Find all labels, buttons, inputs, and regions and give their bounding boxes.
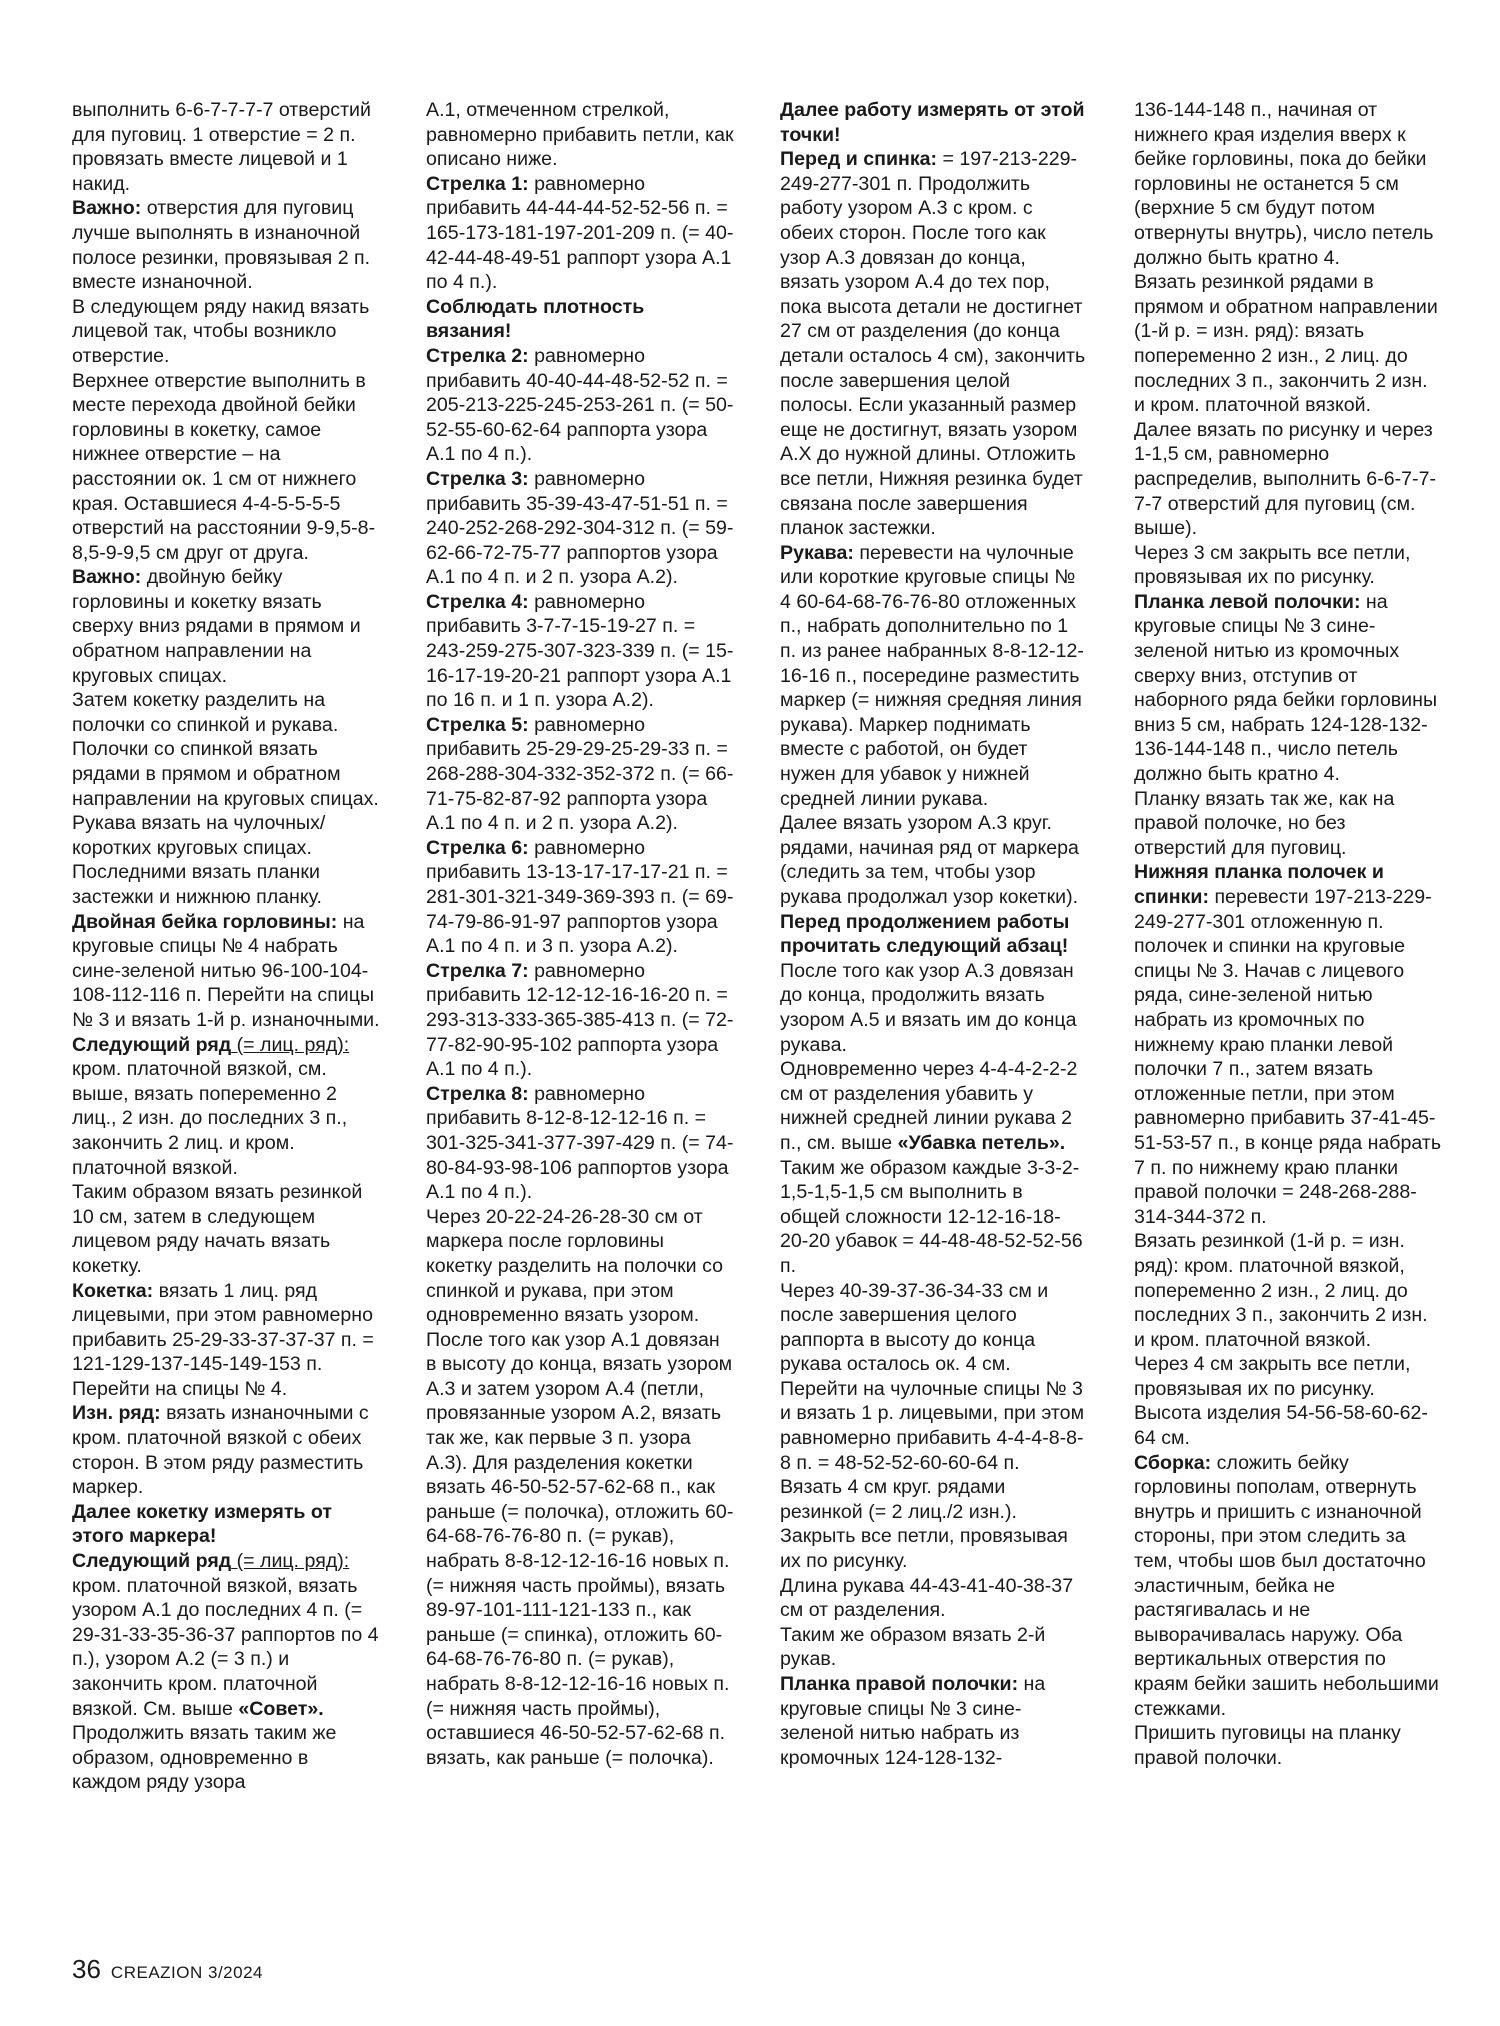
paragraph (1134, 98, 1442, 270)
bold-heading: Соблюдать плотность вязания! (426, 295, 645, 343)
bold-heading: Стрелка 8: (426, 1082, 529, 1105)
body-text: равномерно прибавить 35-39-43-47-51-51 п. = 240-252-268-292-304-312 п. (= 59-62-66-72-75-77 раппортов узора А.1 по 4 п. и 2 п. узора А.2). (426, 467, 734, 589)
paragraph (72, 196, 380, 294)
paragraph (426, 1205, 734, 1771)
body-text: равномерно прибавить 12-12-12-16-16-20 п. = 293-313-333-365-385-413 п. (= 72-77-82-90-95-102 раппорта узора А.1 по 4 п.). (426, 959, 734, 1081)
paragraph (426, 590, 734, 713)
page-number: 36 (72, 1954, 101, 1984)
paragraph (780, 1672, 1088, 1770)
column-2 (426, 98, 734, 1948)
paragraph (72, 295, 380, 369)
bold-heading: Сборка: (1134, 1451, 1212, 1474)
body-text: равномерно прибавить 13-13-17-17-17-21 п. = 281-301-321-349-369-393 п. (= 69-74-79-86-91-97 раппортов узора А.1 по 4 п. и 3 п. узора А.2). (426, 836, 734, 958)
bold-heading: Планка правой полочки: (780, 1673, 1019, 1695)
bold-heading: «Совет». (232, 1697, 324, 1720)
column-1 (72, 98, 380, 1948)
paragraph (780, 1156, 1088, 1279)
paragraph (1134, 787, 1442, 861)
body-text: Затем кокетку разделить на полочки со спинкой и рукава. (72, 689, 339, 736)
paragraph (780, 541, 1088, 812)
paragraph (780, 1279, 1088, 1476)
paragraph (426, 172, 734, 295)
body-text: Вязать 4 см круг. рядами резинкой (= 2 лиц./2 изн.). Закрыть все петли, провязывая их по рисунку. (780, 1476, 1068, 1573)
paragraph (426, 713, 734, 836)
paragraph (72, 688, 380, 737)
body-text: двойную бейку горловины и кокетку вязать сверху вниз рядами в прямом и обратном направлении на круговых спицах. (72, 566, 361, 687)
bold-heading: «Убавка петель». (892, 1131, 1066, 1154)
body-text: отверстия для пуговиц лучше выполнять в изнаночной полосе резинки, провязывая 2 п. вместе изнаночной. (72, 197, 371, 294)
paragraph (72, 1279, 380, 1377)
paragraph (780, 1623, 1088, 1672)
body-text: Планку вязать так же, как на правой полочке, но без отверстий для пуговиц. (1134, 787, 1395, 859)
body-text: на круговые спицы № 4 набрать сине-зеленой нитью 96-100-104-108-112-116 п. Перейти на спицы № 3 и вязать 1-й р. изнаночными. (72, 910, 380, 1031)
bold-heading: Изн. ряд: (72, 1402, 161, 1425)
paragraph (72, 910, 380, 1033)
body-text: = 197-213-229-249-277-301 п. Продолжить работу узором А.3 с кром. с обеих сторон. После того как узор А.3 довязан до конца, вязать узором А.4 до тех пор, пока высота детали не достигнет 27 см от разделения (до конца детали осталось 4 см), закончить после завершения целой полосы. Если указанный размер еще не достигнут, вязать узором А.Х до нужной длины. Отложить все петли, Нижняя резинка будет связана после завершения планок застежки. (780, 148, 1086, 540)
body-text: Через 20-22-24-26-28-30 см от маркера после горловины кокетку разделить на полочки со спинкой и рукава, при этом одновременно вязать узором. После того как узор А.1 довязан в высоту до конца, вязать узором А.3 и затем узором А.4 (петли, провязанные узором А.2, вязать так же, как первые 3 п. узора А.3). Для разделения кокетки вязать 46-50-52-57-62-68 п., как раньше (= полочка), отложить 60-64-68-76-76-80 п. (= рукав), набрать 8-8-12-12-16-16 новых п. (= нижняя часть проймы), вязать 89-97-101-111-121-133 п., как раньше (= спинка), отложить 60-64-68-76-76-80 п. (= рукав), набрать 8-8-12-12-16-16 новых п. (= нижняя часть проймы), оставшиеся 46-50-52-57-62-68 п. вязать, как раньше (= полочка). (426, 1205, 734, 1769)
body-text: Таким же образом каждые 3-3-2-1,5-1,5-1,5 см выполнить в общей сложности 12-12-16-18-20-20 убавок = 44-48-48-52-52-56 п. (780, 1156, 1083, 1277)
bold-heading: Рукава: (780, 541, 854, 564)
paragraph (1134, 1229, 1442, 1352)
magazine-issue: CREAZION 3/2024 (110, 1963, 263, 1982)
body-text: равномерно прибавить 44-44-44-52-52-56 п. = 165-173-181-197-201-209 п. (= 40-42-44-48-49-51 раппорт узора А.1 по 4 п.). (426, 172, 734, 294)
bold-heading: Стрелка 3: (426, 467, 529, 490)
paragraph (780, 910, 1088, 959)
bold-heading: Далее работу измерять от этой точки! (780, 99, 1085, 146)
underlined-text: (= лиц. ряд): (231, 1033, 350, 1056)
paragraph (1134, 1352, 1442, 1401)
body-text: Далее вязать узором А.3 круг. рядами, начиная ряд от маркера (следить за тем, чтобы узор рукава продолжал узор кокетки). (780, 812, 1079, 908)
body-text: Верхнее отверстие выполнить в месте перехода двойной бейки горловины в кокетку, самое нижнее отверстие – на расстоянии ок. 1 см от нижнего края. Оставшиеся 4-4-5-5-5-5 отверстий на расстоянии 9-9,5-8-8,5-9-9,5 см друг от друга. (72, 369, 376, 564)
paragraph (426, 959, 734, 1082)
paragraph (1134, 270, 1442, 418)
bold-heading: Стрелка 1: (426, 172, 529, 195)
bold-heading: Кокетка: (72, 1279, 154, 1302)
paragraph (426, 467, 734, 590)
paragraph (780, 147, 1088, 541)
paragraph (1134, 541, 1442, 590)
bold-heading: Нижняя планка полочек и спинки: (1134, 861, 1384, 908)
body-text: Таким же образом вязать 2-й рукав. (780, 1623, 1046, 1671)
body-text: В следующем ряду накид вязать лицевой так, чтобы возникло отверстие. (72, 295, 370, 367)
paragraph (780, 1057, 1088, 1155)
bold-heading: Следующий ряд (72, 1550, 232, 1573)
paragraph (72, 565, 380, 688)
paragraph (1134, 590, 1442, 787)
body-text: Продолжить вязать таким же образом, одновременно в каждом ряду узора (72, 1722, 337, 1794)
body-text: на круговые спицы № 3 сине-зеленой нитью набрать из кромочных 124-128-132- (780, 1673, 1046, 1769)
paragraph (426, 836, 734, 959)
paragraph (426, 98, 734, 172)
body-text: равномерно прибавить 40-40-44-48-52-52 п. = 205-213-225-245-253-261 п. (= 50-52-55-60-62-64 раппорта узора А.1 по 4 п.). (426, 344, 734, 466)
paragraph (72, 1180, 380, 1278)
body-text: Вязать резинкой рядами в прямом и обратном направлении (1-й р. = изн. ряд): вязать попеременно 2 изн., 2 лиц. до последних 3 п., закончить 2 изн. и кром. платочной вязкой. (1134, 271, 1438, 417)
paragraph (1134, 860, 1442, 1229)
bold-heading: Важно: (72, 566, 142, 589)
body-text: После того как узор А.3 довязан до конца, продолжить вязать узором А.5 и вязать им до конца рукава. (780, 959, 1077, 1056)
body-text: вязать изнаночными с кром. платочной вязкой с обеих сторон. В этом ряду разместить маркер. (72, 1402, 369, 1499)
column-4 (1134, 98, 1442, 1948)
body-text: выполнить 6-6-7-7-7-7 отверстий для пуговиц. 1 отверстие = 2 п. провязать вместе лицевой и 1 накид. (72, 99, 371, 195)
paragraph (72, 1033, 380, 1181)
paragraph (72, 1549, 380, 1795)
paragraph (72, 1500, 380, 1549)
body-text: вязать 1 лиц. ряд лицевыми, при этом равномерно прибавить 25-29-33-37-37-37 п. = 121-129-137-145-149-153 п. (72, 1279, 374, 1376)
text-columns (72, 98, 1442, 1948)
paragraph (72, 737, 380, 909)
paragraph (1134, 418, 1442, 541)
paragraph (780, 959, 1088, 1057)
body-text: А.1, отмеченном стрелкой, равномерно прибавить петли, как описано ниже. (426, 99, 734, 171)
body-text: Далее вязать по рисунку и через 1-1,5 см, равномерно распределив, выполнить 6-6-7-7-7-7 отверстий для пуговиц (см. выше). (1134, 418, 1436, 540)
body-text: Через 40-39-37-36-34-33 см и после завершения целого раппорта в высоту до конца рукава осталось ок. 4 см. Перейти на чулочные спицы № 3 и вязать 1 р. лицевыми, при этом равномерно прибавить 4-4-4-8-8-8 п. = 48-52-52-60-60-64 п. (780, 1279, 1085, 1474)
bold-heading: Планка левой полочки: (1134, 590, 1361, 613)
paragraph (72, 369, 380, 566)
paragraph (780, 1574, 1088, 1623)
paragraph (72, 1377, 380, 1402)
body-text: равномерно прибавить 8-12-8-12-12-16 п. = 301-325-341-377-397-429 п. (= 74-80-84-93-98-106 раппортов узора А.1 по 4 п.). (426, 1082, 734, 1204)
body-text: кром. платочной вязкой, см. выше, вязать попеременно 2 лиц., 2 изн. до последних 3 п., закончить 2 лиц. и кром. платочной вязкой. (72, 1058, 348, 1179)
body-text: перевести на чулочные или короткие круговые спицы № 4 60-64-68-76-76-80 отложенных п., набрать дополнительно по 1 п. из ранее набранных 8-8-12-12-16-16 п., посередине разместить маркер (= нижняя средняя линия рукава). Маркер поднимать вместе с работой, он будет нужен для убавок у нижней средней линии рукава. (780, 541, 1084, 810)
bold-heading: Двойная бейка горловины: (72, 910, 338, 933)
body-text: равномерно прибавить 3-7-7-15-19-27 п. = 243-259-275-307-323-339 п. (= 15-16-17-19-20-21 раппорт узора А.1 по 16 п. и 1 п. узора А.2). (426, 590, 734, 712)
body-text: на круговые спицы № 3 сине-зеленой нитью из кромочных сверху вниз, отступив от наборного ряда бейки горловины вниз 5 см, набрать 124-128-132-136-144-148 п., число петель должно быть кратно 4. (1134, 590, 1438, 786)
body-text: Таким образом вязать резинкой 10 см, затем в следующем лицевом ряду начать вязать кокетку. (72, 1181, 363, 1277)
bold-heading: Стрелка 5: (426, 713, 529, 736)
paragraph (1134, 1451, 1442, 1722)
underlined-text: (= лиц. ряд): (231, 1550, 350, 1573)
bold-heading: Стрелка 4: (426, 590, 529, 613)
paragraph (780, 811, 1088, 909)
bold-heading: Стрелка 2: (426, 344, 529, 367)
paragraph (1134, 1721, 1442, 1770)
body-text: Через 4 см закрыть все петли, провязывая их по рисунку. (1134, 1353, 1411, 1400)
page-footer (72, 1954, 263, 1985)
bold-heading: Важно: (72, 197, 142, 220)
body-text: 136-144-148 п., начиная от нижнего края изделия вверх к бейке горловины, пока до бейки горловины не останется 5 см (верхние 5 см будут потом отвернуты внутрь), число петель должно быть кратно 4. (1134, 99, 1434, 269)
paragraph (426, 1082, 734, 1205)
body-text: Пришить пуговицы на планку правой полочки. (1134, 1722, 1401, 1769)
body-text: перевести 197-213-229-249-277-301 отложенную п. полочек и спинки на круговые спицы № 3. Начав с лицевого ряда, сине-зеленой нитью набрать из кромочных по нижнему краю планки левой полочки 7 п., затем вязать отложенные петли, при этом равномерно прибавить 37-41-45-51-53-57 п., в конце ряда набрать 7 п. по нижнему краю планки правой полочки = 248-268-288-314-344-372 п. (1134, 886, 1442, 1228)
body-text: Вязать резинкой (1-й р. = изн. ряд): кром. платочной вязкой, попеременно 2 изн., 2 лиц. до последних 3 п., закончить 2 изн. и кром. платочной вязкой. (1134, 1230, 1428, 1351)
bold-heading: Стрелка 7: (426, 959, 529, 982)
paragraph (72, 98, 380, 196)
column-3 (780, 98, 1088, 1948)
paragraph (780, 98, 1088, 147)
bold-heading: Следующий ряд (72, 1033, 232, 1056)
body-text: Через 3 см закрыть все петли, провязывая их по рисунку. (1134, 541, 1411, 589)
bold-heading: Перед продолжением работы прочитать следующий абзац! (780, 910, 1070, 958)
body-text: Полочки со спинкой вязать рядами в прямом и обратном направлении на круговых спицах. Рукава вязать на чулочных/коротких круговых спицах. Последними вязать планки застежки и нижнюю планку. (72, 738, 379, 908)
body-text: кром. платочной вязкой, вязать узором А.1 до последних 4 п. (= 29-31-33-35-36-37 раппортов по 4 п.), узором А.2 (= 3 п.) и закончить кром. платочной вязкой. См. выше (72, 1574, 379, 1720)
paragraph (72, 1401, 380, 1499)
paragraph (426, 344, 734, 467)
body-text: Высота изделия 54-56-58-60-62-64 см. (1134, 1402, 1428, 1450)
body-text: Перейти на спицы № 4. (72, 1377, 288, 1400)
paragraph (780, 1475, 1088, 1573)
bold-heading: Стрелка 6: (426, 836, 529, 859)
body-text: сложить бейку горловины пополам, отвернуть внутрь и пришить с изнаночной стороны, при этом следить за тем, чтобы шов был достаточно эластичным, бейка не растягивалась и не выворачивалась наружу. Оба вертикальных отверстия по краям бейки зашить небольшими стежками. (1134, 1451, 1439, 1720)
bold-heading: Далее кокетку измерять от этого маркера! (72, 1500, 332, 1548)
body-text: равномерно прибавить 25-29-29-25-29-33 п. = 268-288-304-332-352-372 п. (= 66-71-75-82-87-92 раппорта узора А.1 по 4 п. и 2 п. узора А.2). (426, 713, 734, 835)
body-text: Длина рукава 44-43-41-40-38-37 см от разделения. (780, 1574, 1074, 1622)
paragraph (1134, 1401, 1442, 1450)
body-text: Одновременно через 4-4-4-2-2-2 см от разделения убавить у нижней средней линии рукава 2 п., см. выше (780, 1058, 1078, 1154)
bold-heading: Перед и спинка: (780, 148, 938, 171)
paragraph (426, 295, 734, 344)
